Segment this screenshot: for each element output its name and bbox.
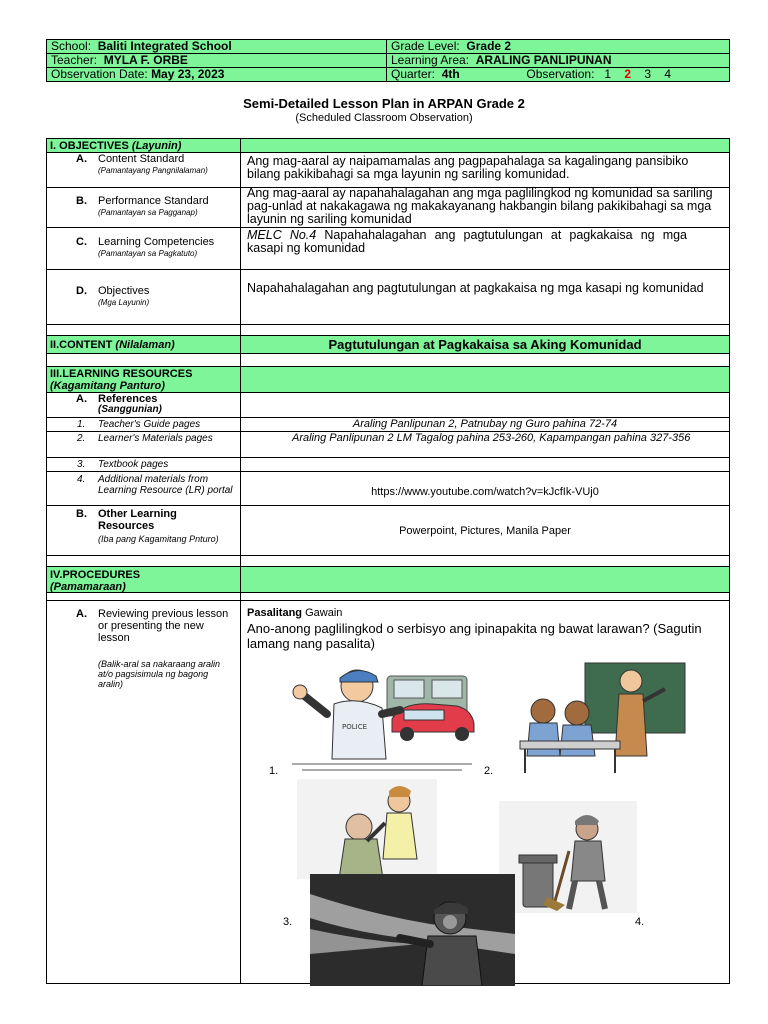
objective-d-key: D. — [76, 285, 87, 297]
grade-cell — [387, 40, 730, 54]
observation-number: 3 — [644, 67, 652, 81]
document-title: Semi-Detailed Lesson Plan in ARPAN Grade 2 — [243, 96, 525, 111]
resources-heading-text: III.LEARNING RESOURCES — [50, 368, 193, 380]
youtube-link[interactable]: https://www.youtube.com/watch?v=kJcfIk-VUj0 — [371, 486, 599, 498]
street-sweeper-picture — [499, 801, 637, 913]
learners-materials-label: Learner's Materials pages — [98, 433, 213, 444]
item2-key: 2. — [77, 433, 86, 444]
performance-standard-text: Ang mag-aaral ay napahahalagahan ang mga paglilingkod ng komunidad sa sariling pag-unlad at nakakagawa ng makakayanang hakbangin bilang pakikibahagi sa mga layunin ng sariling komunidad — [247, 186, 713, 226]
objective-a-key: A. — [76, 153, 87, 165]
references-label: References — [98, 393, 158, 405]
activity-question: Ano-anong paglilingkod o serbisyo ang ipinapakita ng bawat larawan? (Sagutin lamang nang pasalita) — [247, 621, 702, 651]
objective-b-key: B. — [76, 195, 87, 207]
picture-number-3: 3. — [283, 916, 293, 928]
observation-number: 1 — [604, 67, 612, 81]
procedures-heading — [50, 569, 140, 593]
lesson-plan-table — [46, 138, 730, 984]
performance-standard-label: Performance Standard — [98, 195, 209, 207]
activity-title-rest: Gawain — [305, 607, 343, 619]
quarter-cell — [387, 68, 730, 82]
learning-competencies-label: Learning Competencies — [98, 236, 215, 248]
area-cell — [387, 54, 730, 68]
content-standard-text: Ang mag-aaral ay naipamamalas ang pagpapahalaga sa kagalingang pansibiko bilang pakikibahagi sa mga layunin ng sariling komunidad. — [247, 154, 689, 181]
objectives-heading — [50, 140, 181, 152]
grade-label: Grade Level: — [391, 39, 460, 53]
melc-text: Napahahalagahan ang pagtutulungan at pagkakaisa ng mga kasapi ng komunidad — [247, 228, 688, 255]
school-cell — [47, 40, 387, 54]
content-heading-fil: (Nilalaman) — [115, 339, 175, 351]
date-label: Observation Date: — [51, 67, 148, 81]
objectives-text: Napahahalagahan ang pagtutulungan at pagkakaisa ng mga kasapi ng komunidad — [247, 281, 704, 295]
picture-number-1: 1. — [269, 765, 279, 777]
item3-key: 3. — [77, 459, 86, 470]
references-sub: (Sanggunian) — [98, 404, 162, 415]
grade-value: Grade 2 — [466, 39, 512, 53]
objectives-heading-text: I. OBJECTIVES — [50, 140, 129, 152]
procedures-heading-text: IV.PROCEDURES — [50, 569, 141, 581]
objectives-sub: (Mga Layunin) — [98, 298, 150, 307]
traffic-police-picture — [282, 664, 482, 776]
observation-number-current: 2 — [624, 67, 632, 81]
quarter-value: 4th — [441, 67, 460, 81]
date-cell — [47, 68, 387, 82]
teacher-label: Teacher: — [51, 53, 98, 67]
reviewing-lesson-sub: (Balik-aral sa nakaraang aralin at/o pagsisimula ng bagong aralin) — [98, 659, 221, 689]
classroom-teacher-picture — [505, 661, 687, 777]
observation-number: 4 — [664, 67, 672, 81]
area-label: Learning Area: — [391, 53, 470, 67]
learning-competencies-sub: (Pamantayan sa Pagkatuto) — [98, 249, 198, 258]
observation-label: Observation: — [526, 67, 595, 81]
melc-number: MELC No.4 — [247, 228, 317, 242]
picture-number-2: 2. — [484, 765, 494, 777]
header-info-table — [46, 39, 730, 82]
procedures-header-band — [47, 566, 729, 592]
other-resources-value: Powerpoint, Pictures, Manila Paper — [399, 525, 571, 537]
quarter-label: Quarter: — [391, 67, 436, 81]
content-standard-sub: (Pamantayang Pangnilalaman) — [98, 166, 208, 175]
school-value: Baliti Integrated School — [97, 39, 232, 53]
picture-number-4: 4. — [635, 916, 645, 928]
additional-materials-label: Additional materials from Learning Resource (LR) portal — [98, 474, 233, 496]
other-resources-label: Other Learning Resources — [98, 508, 177, 532]
resources-heading — [50, 368, 192, 392]
learning-competencies-text — [247, 229, 687, 255]
other-resources-sub: (Iba pang Kagamitang Pnturo) — [98, 534, 219, 544]
firefighter-picture — [310, 874, 515, 986]
teachers-guide-value: Araling Panlipunan 2, Patnubay ng Guro pahina 72-74 — [352, 418, 618, 430]
observation-numbers — [598, 67, 678, 81]
content-heading-text: II.CONTENT — [50, 339, 113, 351]
svg-text:POLICE: POLICE — [342, 723, 368, 731]
school-label: School: — [51, 39, 92, 53]
reviewing-lesson-label: Reviewing previous lesson or presenting the new lesson — [98, 608, 229, 644]
content-standard-label: Content Standard — [98, 153, 185, 165]
objective-c-key: C. — [76, 236, 87, 248]
teachers-guide-label: Teacher's Guide pages — [98, 419, 201, 430]
objectives-heading-fil: (Layunin) — [131, 140, 182, 152]
content-heading — [50, 339, 175, 351]
item4-key: 4. — [77, 474, 86, 485]
activity-title — [247, 607, 342, 620]
activity-title-bold: Pasalitang — [247, 607, 303, 619]
resources-a-key: A. — [76, 393, 87, 405]
teacher-cell — [47, 54, 387, 68]
procedure-a-key: A. — [76, 608, 87, 620]
item1-key: 1. — [77, 419, 86, 430]
performance-standard-sub: (Pamantayan sa Pagganap) — [98, 208, 198, 217]
date-value: May 23, 2023 — [151, 67, 225, 81]
content-topic: Pagtutulungan at Pagkakaisa sa Aking Komunidad — [328, 337, 642, 352]
procedures-heading-fil: (Pamamaraan) — [50, 581, 126, 593]
textbook-pages-label: Textbook pages — [98, 459, 169, 470]
teacher-value: MYLA F. ORBE — [103, 53, 188, 67]
resources-b-key: B. — [76, 508, 87, 520]
caregiver-picture — [297, 779, 437, 879]
objectives-label: Objectives — [98, 285, 150, 297]
area-value: ARALING PANLIPUNAN — [475, 53, 612, 67]
resources-heading-fil: (Kagamitang Panturo) — [50, 380, 165, 392]
learners-materials-value: Araling Panlipunan 2 LM Tagalog pahina 253-260, Kapampangan pahina 327-356 — [292, 432, 691, 444]
document-subtitle: (Scheduled Classroom Observation) — [295, 112, 473, 124]
